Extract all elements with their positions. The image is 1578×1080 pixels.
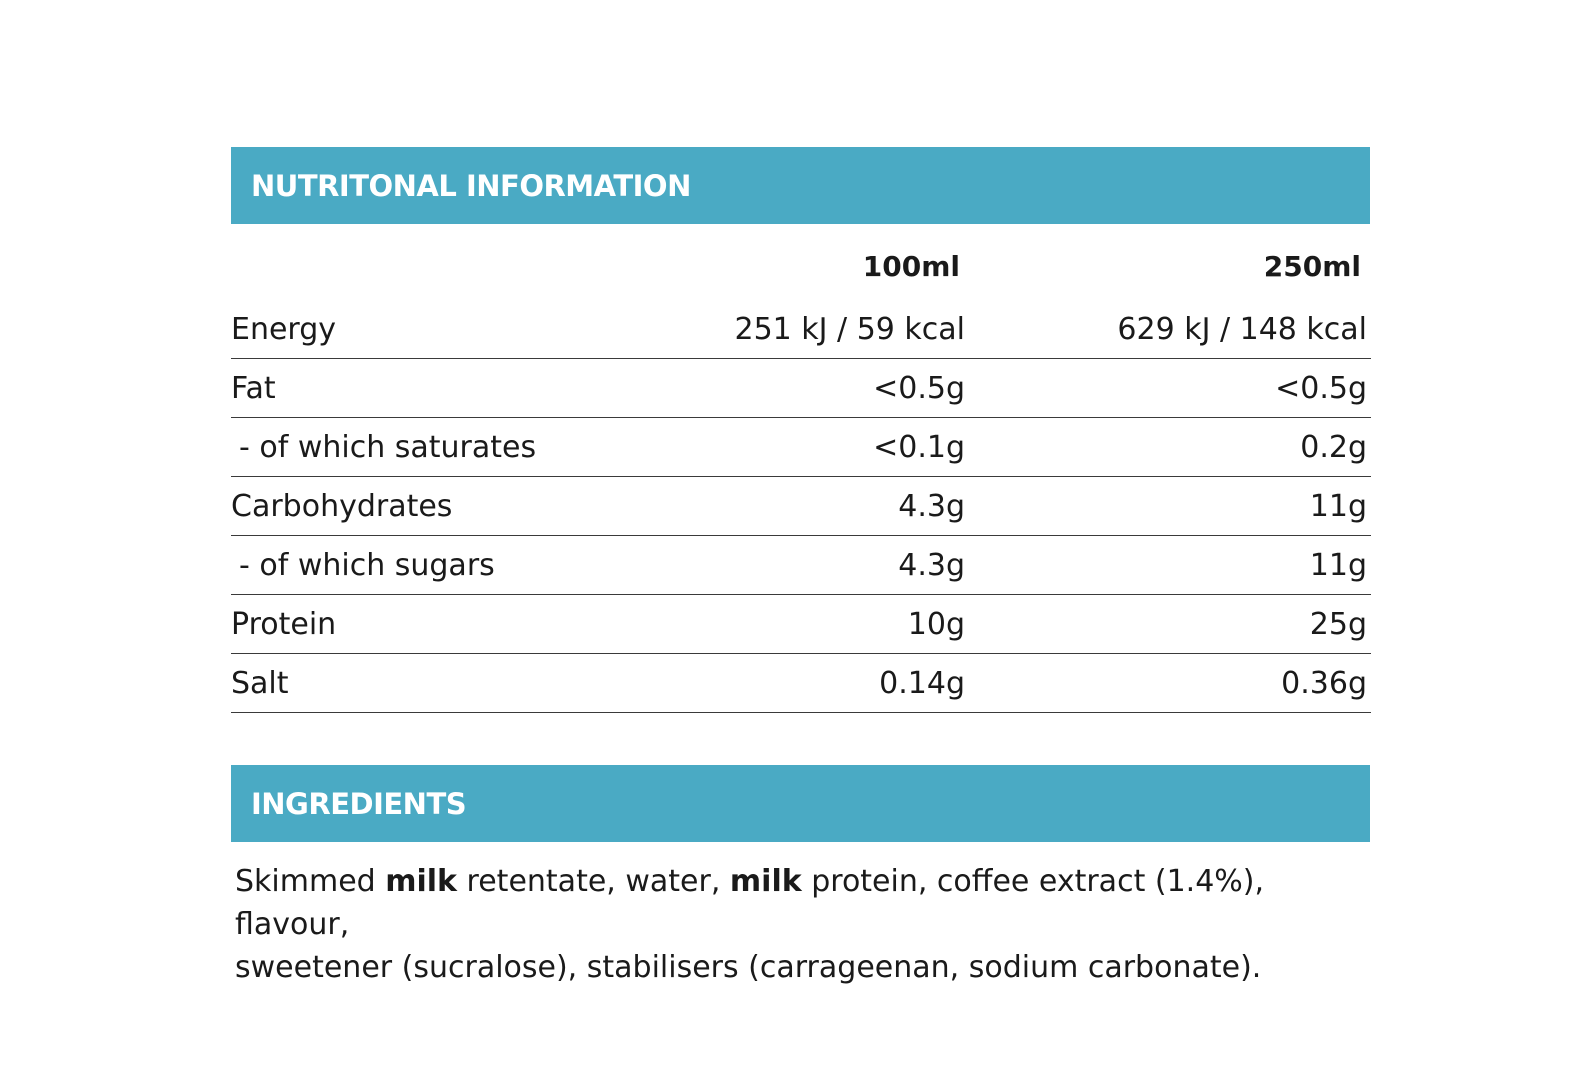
ingredients-heading: INGREDIENTS — [251, 786, 467, 821]
row-value-100ml: 251 kJ / 59 kcal — [734, 312, 965, 347]
row-label: Fat — [231, 371, 276, 406]
nutrition-row-fat — [231, 359, 1371, 418]
ingredients-header-band — [231, 765, 1370, 842]
ingredients-allergen: milk — [385, 864, 458, 899]
ingredients-allergen: milk — [729, 864, 802, 899]
row-label: Energy — [231, 312, 337, 347]
row-label: - of which sugars — [239, 548, 495, 583]
row-value-100ml: <0.1g — [873, 430, 965, 465]
nutrition-row-carbohydrates — [231, 477, 1371, 536]
row-value-100ml: 4.3g — [898, 489, 965, 524]
row-value-250ml: 11g — [1309, 548, 1367, 583]
row-value-100ml: 0.14g — [879, 666, 965, 701]
ingredients-text-part: protein, coffee extract (1.4%), flavour, — [235, 864, 1265, 942]
row-value-100ml: 4.3g — [898, 548, 965, 583]
nutrition-row-energy — [231, 300, 1371, 359]
nutrition-heading: NUTRITONAL INFORMATION — [251, 168, 691, 203]
row-label: Salt — [231, 666, 289, 701]
ingredients-text — [235, 860, 1375, 989]
row-value-100ml: 10g — [907, 607, 965, 642]
ingredients-text-part: retentate, water, — [457, 864, 730, 899]
nutrition-header-band — [231, 147, 1370, 224]
row-value-250ml: 25g — [1309, 607, 1367, 642]
column-header-250ml: 250ml — [1263, 250, 1361, 283]
nutrition-table — [231, 230, 1371, 713]
row-value-250ml: 0.2g — [1300, 430, 1367, 465]
row-value-100ml: <0.5g — [873, 371, 965, 406]
ingredients-text-part: Skimmed — [235, 864, 386, 899]
ingredients-text-part: sweetener (sucralose), stabilisers (carrageenan, sodium carbonate). — [235, 950, 1262, 985]
row-label: Carbohydrates — [231, 489, 453, 524]
nutrition-row-saturates — [231, 418, 1371, 477]
row-label: - of which saturates — [239, 430, 537, 465]
row-value-250ml: <0.5g — [1275, 371, 1367, 406]
row-value-250ml: 629 kJ / 148 kcal — [1117, 312, 1367, 347]
nutrition-row-salt — [231, 654, 1371, 713]
row-label: Protein — [231, 607, 337, 642]
row-value-250ml: 0.36g — [1281, 666, 1367, 701]
nutrition-row-sugars — [231, 536, 1371, 595]
nutrition-column-headers — [231, 230, 1371, 300]
row-value-250ml: 11g — [1309, 489, 1367, 524]
nutrition-row-protein — [231, 595, 1371, 654]
column-header-100ml: 100ml — [862, 250, 960, 283]
